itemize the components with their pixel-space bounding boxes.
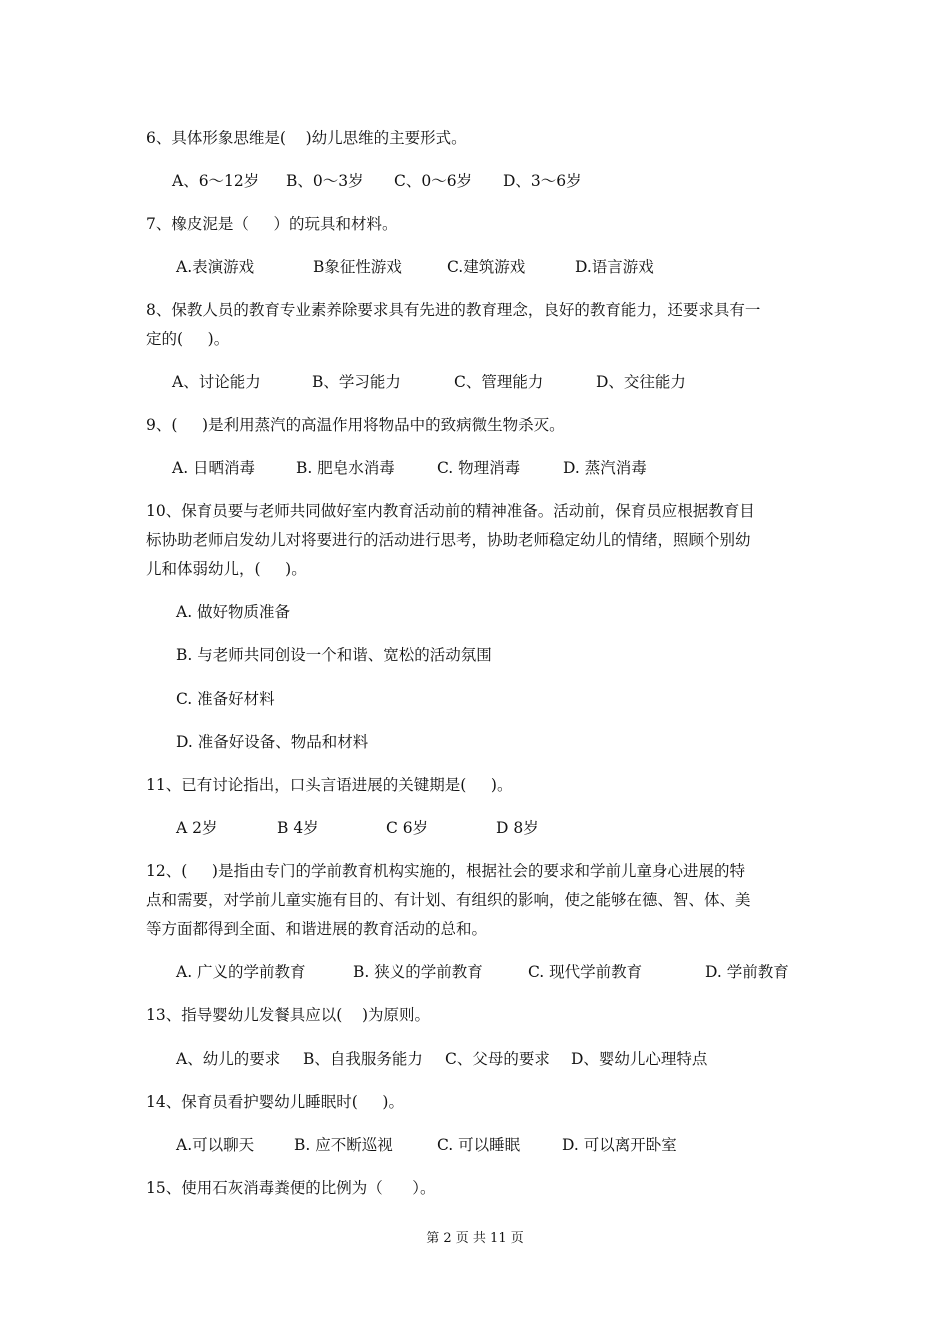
question-10-option-a: A. 做好物质准备 (176, 603, 291, 621)
question-14-stem: 14、保育员看护婴幼儿睡眠时( )。 (146, 1093, 404, 1111)
question-9-option-b: B. 肥皂水消毒 (296, 459, 395, 477)
question-7-option-b: B象征性游戏 (313, 258, 402, 276)
question-11-option-c: C 6岁 (386, 819, 429, 837)
question-8-stem-line-1: 8、保教人员的教育专业素养除要求具有先进的教育理念，良好的教育能力，还要求具有一 (146, 301, 761, 319)
question-12-option-c: C. 现代学前教育 (528, 963, 643, 981)
question-15-stem: 15、使用石灰消毒粪便的比例为（ ）。 (146, 1179, 436, 1197)
question-7-option-d: D.语言游戏 (575, 258, 654, 276)
question-14-option-c: C. 可以睡眠 (437, 1136, 521, 1154)
question-10-stem-line-1: 10、保育员要与老师共同做好室内教育活动前的精神准备。活动前，保育员应根据教育目 (146, 502, 755, 520)
question-10-option-b: B. 与老师共同创设一个和谐、宽松的活动氛围 (176, 646, 492, 664)
question-9-option-c: C. 物理消毒 (437, 459, 521, 477)
question-9-option-a: A. 日晒消毒 (172, 459, 256, 477)
question-13-option-c: C、父母的要求 (445, 1050, 550, 1068)
question-10-stem-line-3: 儿和体弱幼儿，( )。 (146, 560, 307, 578)
question-6-option-b: B、0～3岁 (286, 172, 364, 190)
page-number-footer: 第 2 页 共 11 页 (426, 1231, 524, 1246)
question-11-option-d: D 8岁 (496, 819, 539, 837)
question-6-option-d: D、3～6岁 (503, 172, 582, 190)
question-13-option-d: D、婴幼儿心理特点 (571, 1050, 708, 1068)
question-6-stem: 6、具体形象思维是( )幼儿思维的主要形式。 (146, 129, 467, 147)
question-13-option-a: A、幼儿的要求 (176, 1050, 281, 1068)
question-11-stem: 11、已有讨论指出，口头言语进展的关键期是( )。 (146, 776, 513, 794)
question-12-stem-line-2: 点和需要，对学前儿童实施有目的、有计划、有组织的影响，使之能够在德、智、体、美 (146, 891, 751, 909)
question-8-option-a: A、讨论能力 (172, 373, 261, 391)
question-12-option-b: B. 狭义的学前教育 (353, 963, 483, 981)
question-9-stem: 9、( )是利用蒸汽的高温作用将物品中的致病微生物杀灭。 (146, 416, 565, 434)
question-8-option-b: B、学习能力 (312, 373, 401, 391)
question-8-stem-line-2: 定的( )。 (146, 330, 230, 348)
question-8-option-c: C、管理能力 (454, 373, 544, 391)
question-13-option-b: B、自我服务能力 (303, 1050, 423, 1068)
question-11-option-b: B 4岁 (277, 819, 319, 837)
question-14-option-b: B. 应不断巡视 (294, 1136, 393, 1154)
question-12-option-d: D. 学前教育 (705, 963, 789, 981)
question-7-option-c: C.建筑游戏 (447, 258, 526, 276)
question-14-option-a: A.可以聊天 (176, 1136, 255, 1154)
question-7-stem: 7、橡皮泥是（ ）的玩具和材料。 (146, 215, 398, 233)
question-14-option-d: D. 可以离开卧室 (562, 1136, 677, 1154)
question-10-stem-line-2: 标协助老师启发幼儿对将要进行的活动进行思考，协助老师稳定幼儿的情绪，照顾个别幼 (146, 531, 751, 549)
question-10-option-c: C. 准备好材料 (176, 690, 275, 708)
question-8-option-d: D、交往能力 (596, 373, 686, 391)
question-11-option-a: A 2岁 (176, 819, 218, 837)
question-13-stem: 13、指导婴幼儿发餐具应以( )为原则。 (146, 1006, 431, 1024)
question-12-stem-line-1: 12、( )是指由专门的学前教育机构实施的，根据社会的要求和学前儿童身心进展的特 (146, 862, 745, 880)
question-6-option-c: C、0～6岁 (394, 172, 473, 190)
question-10-option-d: D. 准备好设备、物品和材料 (176, 733, 369, 751)
question-12-option-a: A. 广义的学前教育 (176, 963, 306, 981)
question-7-option-a: A.表演游戏 (176, 258, 255, 276)
question-12-stem-line-3: 等方面都得到全面、和谐进展的教育活动的总和。 (146, 920, 488, 938)
question-6-option-a: A、6～12岁 (172, 172, 260, 190)
question-9-option-d: D. 蒸汽消毒 (563, 459, 647, 477)
